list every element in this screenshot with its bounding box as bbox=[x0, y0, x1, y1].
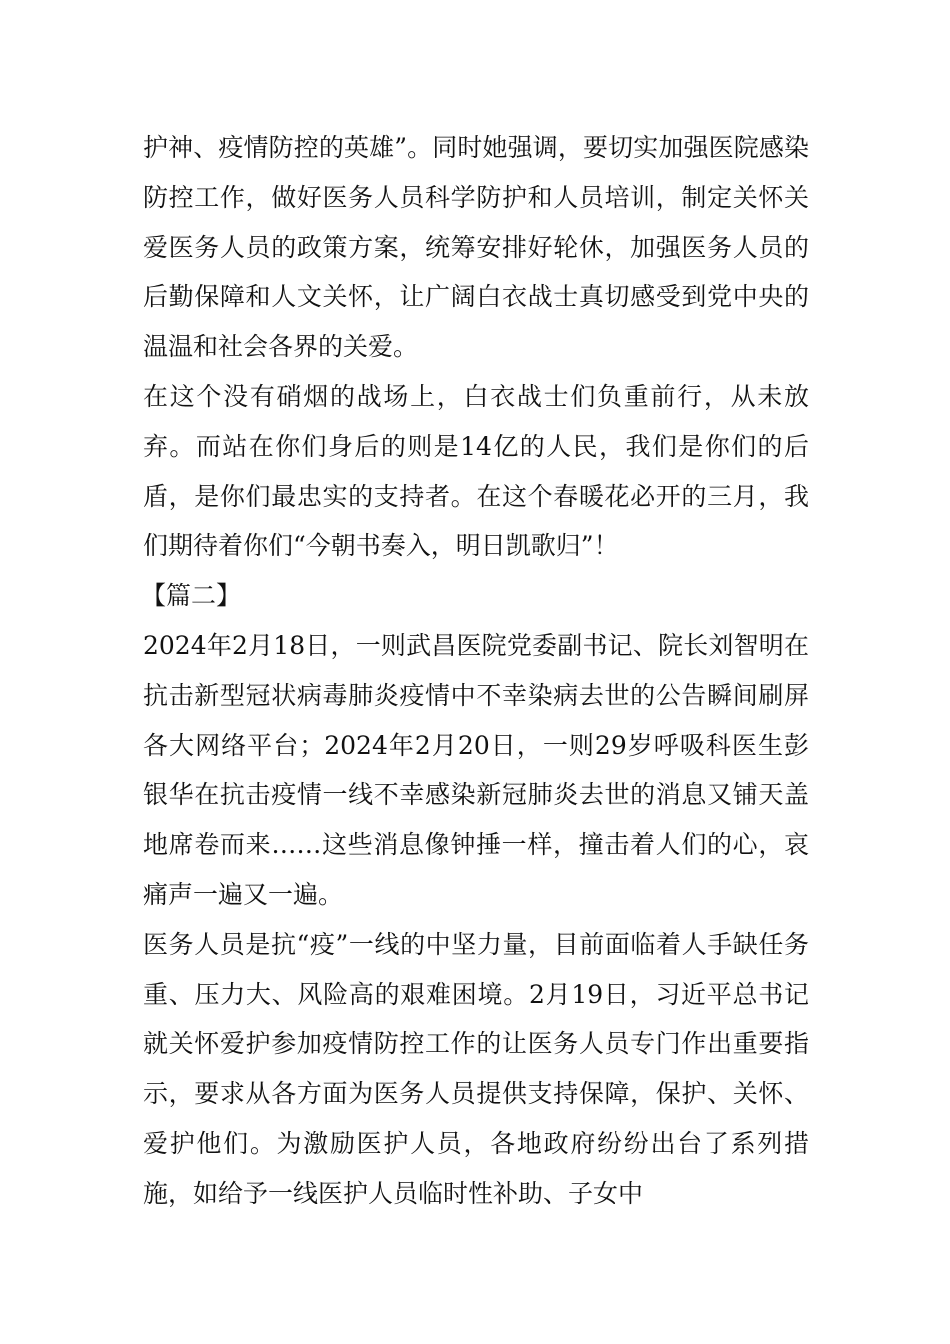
document-page bbox=[143, 123, 809, 1219]
body-paragraph: 2024年2月18日，一则武昌医院党委副书记、院长刘智明在抗击新型冠状病毒肺炎疫情中不幸染病去世的公告瞬间刷屏各大网络平台；2024年2月20日，一则29岁呼吸科医生彭银华在抗击疫情一线不幸感染新冠肺炎去世的消息又铺天盖地席卷而来……这些消息像钟捶一样，撞击着人们的心，哀痛声一遍又一遍。 bbox=[143, 630, 809, 909]
body-paragraph: 在这个没有硝烟的战场上，白衣战士们负重前行，从未放弃。而站在你们身后的则是14亿的人民，我们是你们的后盾，是你们最忠实的支持者。在这个春暖花必开的三月，我们期待着你们“今朝书奏入，明日凯歌归”！ bbox=[143, 381, 809, 561]
body-paragraph: 护神、疫情防控的英雄”。同时她强调，要切实加强医院感染防控工作，做好医务人员科学防护和人员培训，制定关怀关爱医务人员的政策方案，统筹安排好轮休，加强医务人员的后勤保障和人文关怀，让广阔白衣战士真切感受到党中央的温温和社会各界的关爱。 bbox=[143, 133, 809, 362]
body-paragraph: 医务人员是抗“疫”一线的中坚力量，目前面临着人手缺任务重、压力大、风险高的艰难困境。2月19日，习近平总书记就关怀爱护参加疫情防控工作的让医务人员专门作出重要指示，要求从各方面为医务人员提供支持保障，保护、关怀、爱护他们。为激励医护人员，各地政府纷纷出台了系列措施，如给予一线医护人员临时性补助、子女中 bbox=[143, 929, 809, 1208]
section-heading: 【篇二】 bbox=[141, 581, 242, 611]
